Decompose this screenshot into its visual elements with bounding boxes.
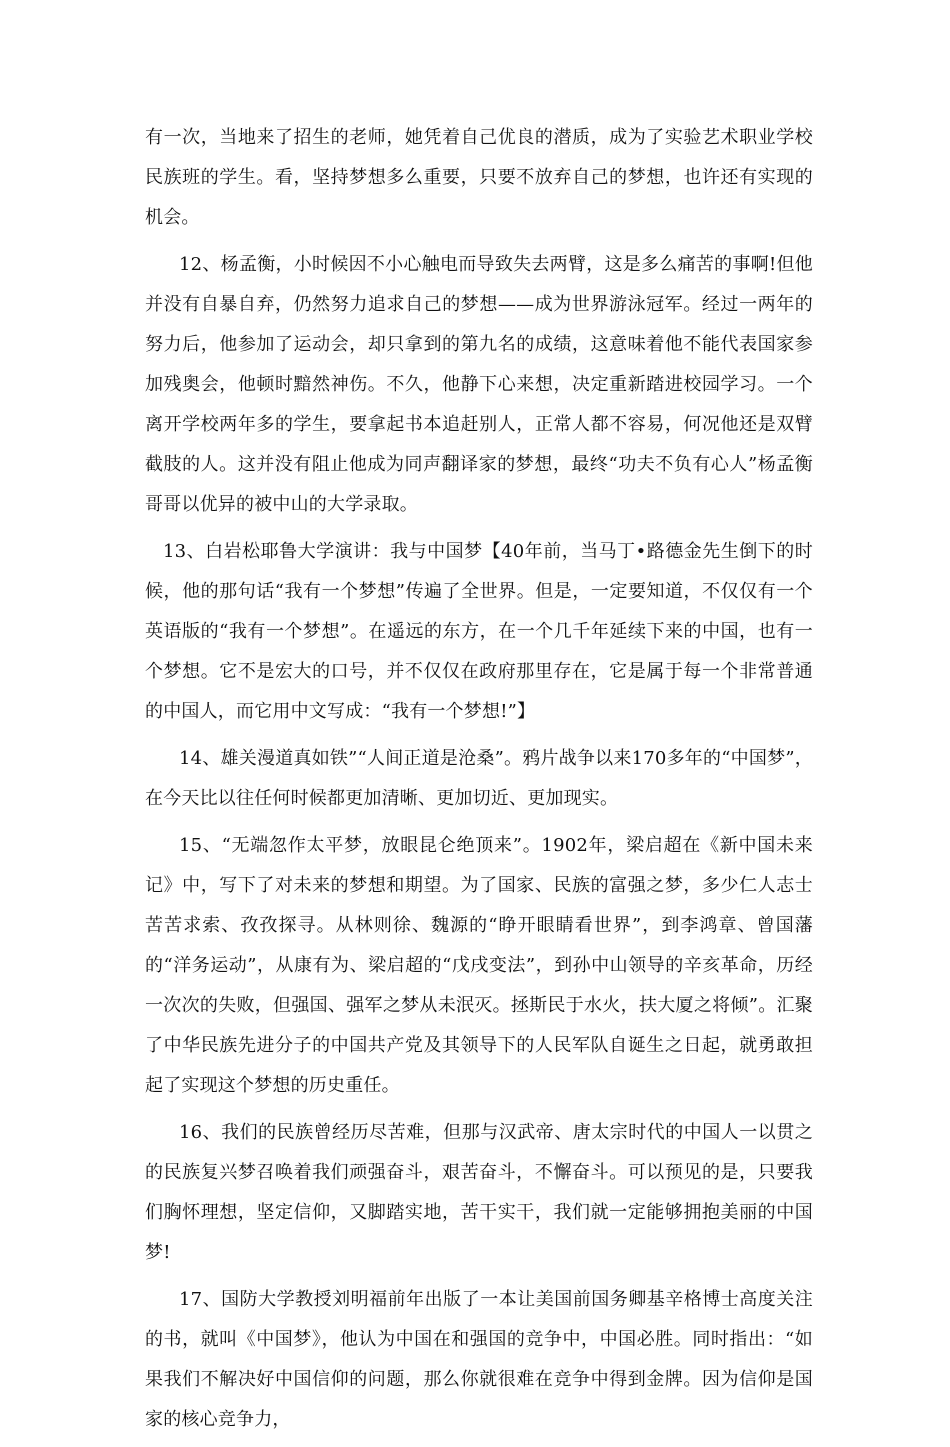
paragraph-continuation: 有一次，当地来了招生的老师，她凭着自己优良的潜质，成为了实验艺术职业学校民族班的学生。看，坚持梦想多么重要，只要不放弃自己的梦想，也许还有实现的机会。: [145, 127, 813, 228]
paragraph-16: 16、我们的民族曾经历尽苦难，但那与汉武帝、唐太宗时代的中国人一以贯之的民族复兴梦召唤着我们顽强奋斗，艰苦奋斗，不懈奋斗。可以预见的是，只要我们胸怀理想，坚定信仰，又脚踏实地，苦干实干，我们就一定能够拥抱美丽的中国梦!: [145, 1122, 813, 1263]
paragraph-14: 14、雄关漫道真如铁”“人间正道是沧桑”。鸦片战争以来170多年的“中国梦”，在今天比以往任何时候都更加清晰、更加切近、更加现实。: [145, 748, 813, 809]
paragraph-17: 17、国防大学教授刘明福前年出版了一本让美国前国务卿基辛格博士高度关注的书，就叫《中国梦》，他认为中国在和强国的竞争中，中国必胜。同时指出：“如果我们不解决好中国信仰的问题，那么你就很难在竞争中得到金牌。因为信仰是国家的核心竞争力，: [145, 1289, 813, 1430]
document-body: [145, 118, 813, 1447]
paragraph-13: 13、白岩松耶鲁大学演讲：我与中国梦【40年前，当马丁•路德金先生倒下的时候，他的那句话“我有一个梦想”传遍了全世界。但是，一定要知道，不仅仅有一个英语版的“我有一个梦想”。在遥远的东方，在一个几千年延续下来的中国，也有一个梦想。它不是宏大的口号，并不仅仅在政府那里存在，它是属于每一个非常普通的中国人，而它用中文写成：“我有一个梦想!”】: [145, 541, 813, 722]
paragraph-12: 12、杨孟衡，小时候因不小心触电而导致失去两臂，这是多么痛苦的事啊!但他并没有自暴自弃，仍然努力追求自己的梦想——成为世界游泳冠军。经过一两年的努力后，他参加了运动会，却只拿到的第九名的成绩，这意味着他不能代表国家参加残奥会，他顿时黯然神伤。不久，他静下心来想，决定重新踏进校园学习。一个离开学校两年多的学生，要拿起书本追赶别人，正常人都不容易，何况他还是双臂截肢的人。这并没有阻止他成为同声翻译家的梦想，最终“功夫不负有心人”杨孟衡哥哥以优异的被中山的大学录取。: [145, 254, 813, 515]
paragraph-15: 15、“无端忽作太平梦，放眼昆仑绝顶来”。1902年，梁启超在《新中国未来记》中，写下了对未来的梦想和期望。为了国家、民族的富强之梦，多少仁人志士苦苦求索、孜孜探寻。从林则徐、魏源的“睁开眼睛看世界”，到李鸿章、曾国藩的“洋务运动”，从康有为、梁启超的“戊戌变法”，到孙中山领导的辛亥革命，历经一次次的失败，但强国、强军之梦从未泯灭。拯斯民于水火，扶大厦之将倾”。汇聚了中华民族先进分子的中国共产党及其领导下的人民军队自诞生之日起，就勇敢担起了实现这个梦想的历史重任。: [145, 835, 813, 1096]
